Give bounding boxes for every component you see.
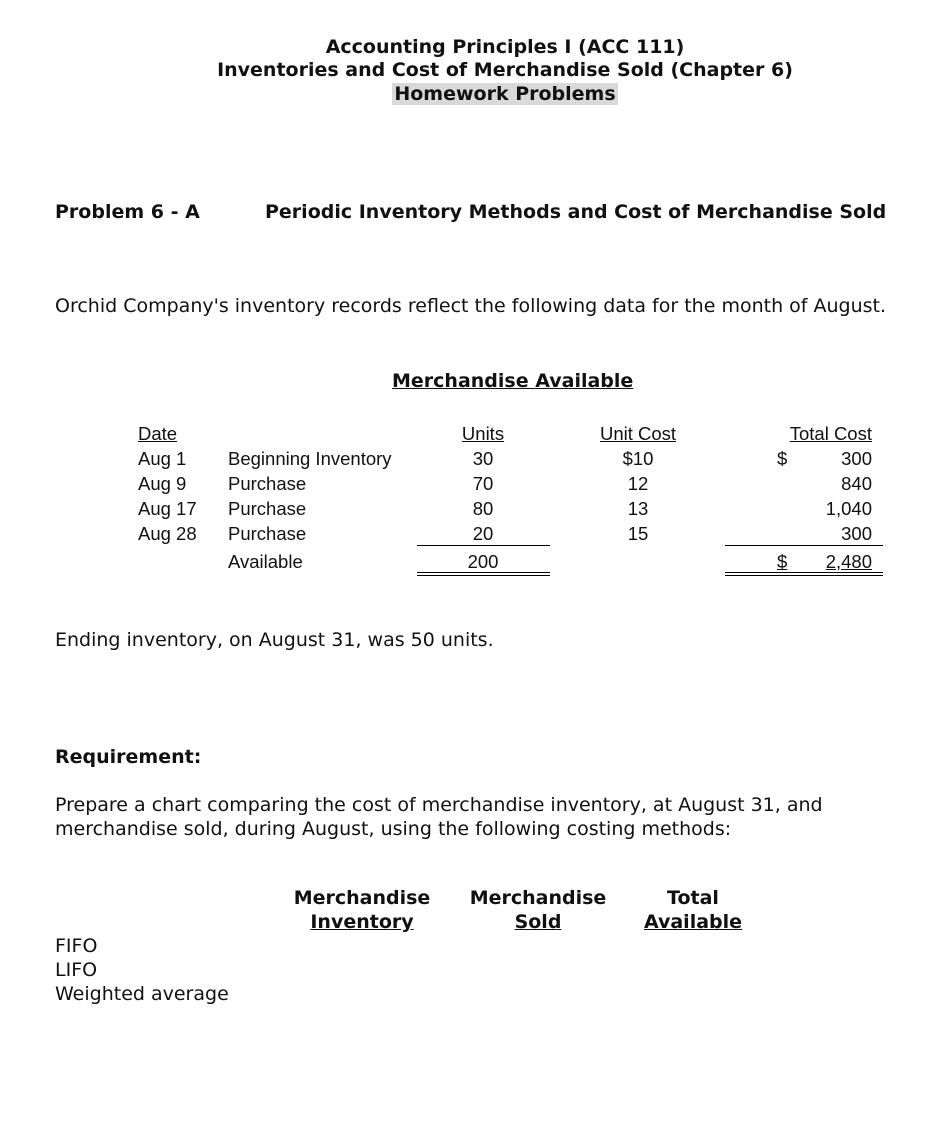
units-subtotal-rule: [417, 545, 550, 546]
row3-total: 1,040: [825, 498, 872, 519]
row2-units: 70: [472, 473, 494, 494]
row2-date: Aug 9: [138, 473, 187, 494]
col2-header-bottom: Sold: [514, 911, 562, 933]
total-total-rule-1: [725, 572, 883, 573]
col3-header-bottom: Available: [643, 911, 743, 933]
table-title: Merchandise Available: [392, 370, 634, 392]
row1-total-dollar: $: [777, 448, 788, 469]
col1-header-top: Merchandise: [293, 887, 431, 909]
row3-date: Aug 17: [138, 498, 197, 519]
col2-header-top: Merchandise: [469, 887, 607, 909]
requirement-label: Requirement:: [55, 746, 202, 768]
units-total-rule-2: [417, 575, 550, 576]
available-total: 2,480: [825, 551, 872, 572]
available-dollar: $: [777, 551, 788, 572]
row1-desc: Beginning Inventory: [228, 448, 392, 469]
header-highlight: Homework Problems: [394, 83, 616, 105]
header-line2: Inventories and Cost of Merchandise Sold (Chapter 6): [217, 59, 793, 81]
row2-desc: Purchase: [228, 473, 307, 494]
requirement-text-line1: Prepare a chart comparing the cost of merchandise inventory, at August 31, and: [55, 794, 823, 816]
units-total-rule-1: [417, 572, 550, 573]
row1-date: Aug 1: [138, 448, 187, 469]
row4-date: Aug 28: [138, 523, 197, 544]
header-line1: Accounting Principles I (ACC 111): [325, 36, 685, 58]
header-units: Units: [461, 423, 505, 444]
row3-unit-cost: 13: [627, 498, 649, 519]
col1-header-bottom: Inventory: [310, 911, 414, 933]
total-subtotal-rule: [725, 545, 883, 546]
method-weighted-average: Weighted average: [55, 983, 229, 1005]
row2-unit-cost: 12: [627, 473, 649, 494]
row3-desc: Purchase: [228, 498, 307, 519]
available-label: Available: [228, 551, 303, 572]
header-unit-cost: Unit Cost: [599, 423, 677, 444]
problem-number: Problem 6 - A: [55, 201, 200, 223]
row4-total: 300: [841, 523, 872, 544]
row1-unit-cost: $10: [622, 448, 654, 469]
intro-text: Orchid Company's inventory records reflect the following data for the month of August.: [55, 295, 887, 317]
method-lifo: LIFO: [55, 959, 98, 981]
row3-units: 80: [472, 498, 494, 519]
available-units: 200: [467, 551, 499, 572]
row4-desc: Purchase: [228, 523, 307, 544]
method-fifo: FIFO: [55, 935, 98, 957]
header-date: Date: [138, 423, 178, 444]
requirement-text-line2: merchandise sold, during August, using the following costing methods:: [55, 818, 732, 840]
header-total-cost: Total Cost: [789, 423, 872, 444]
row1-units: 30: [472, 448, 494, 469]
row1-total: 300: [841, 448, 872, 469]
problem-title: Periodic Inventory Methods and Cost of Merchandise Sold: [265, 201, 887, 223]
ending-inventory-note: Ending inventory, on August 31, was 50 units.: [55, 629, 494, 651]
row2-total: 840: [841, 473, 872, 494]
total-total-rule-2: [725, 575, 883, 576]
row4-units: 20: [472, 523, 494, 544]
row4-unit-cost: 15: [627, 523, 649, 544]
header-line3: [0, 83, 938, 105]
col3-header-top: Total: [667, 887, 719, 909]
